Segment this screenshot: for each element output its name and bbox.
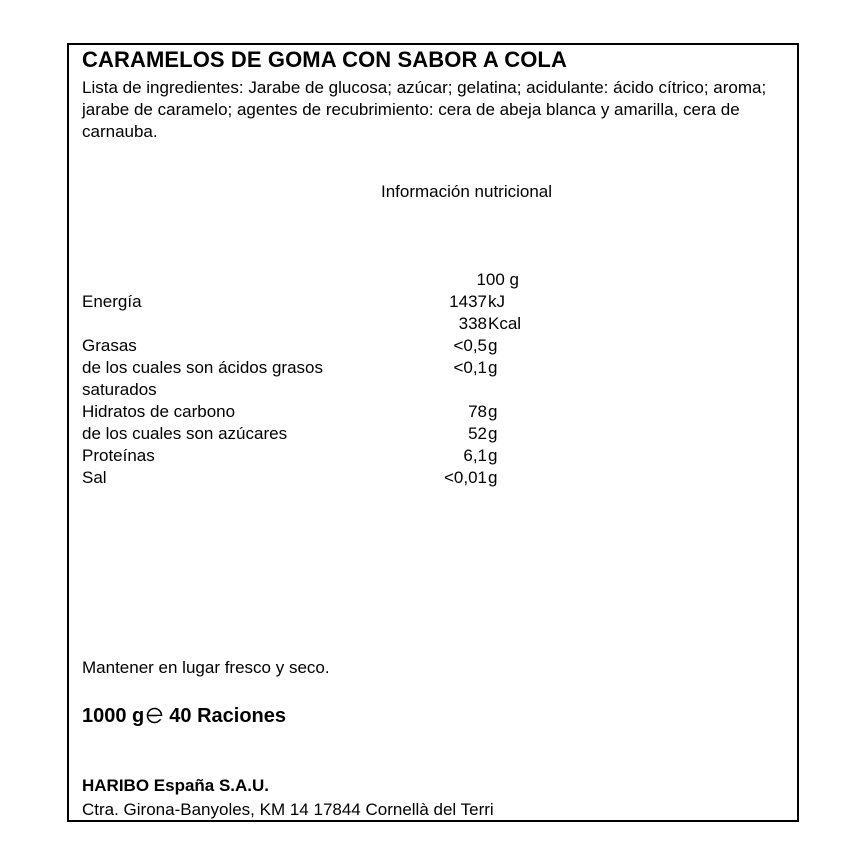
nutrient-value: <0,01 bbox=[443, 468, 487, 487]
nutrition-title: Información nutricional bbox=[381, 182, 553, 201]
product-title: CARAMELOS DE GOMA CON SABOR A COLA bbox=[82, 47, 567, 72]
nutrient-value: 6,1 bbox=[463, 446, 487, 465]
product-label bbox=[67, 43, 799, 822]
nutrient-value: <0,5 bbox=[453, 336, 487, 355]
nutrient-unit: g bbox=[488, 358, 498, 377]
company-name: HARIBO España S.A.U. bbox=[82, 776, 270, 795]
servings-count: 40 Raciones bbox=[169, 705, 286, 727]
nutrient-unit: Kcal bbox=[488, 314, 522, 333]
nutrient-unit: kJ bbox=[488, 292, 505, 311]
nutrient-unit: g bbox=[488, 468, 498, 487]
nutrient-label: Energía bbox=[82, 292, 142, 311]
nutrient-label: Sal bbox=[82, 468, 107, 487]
nutrient-unit: g bbox=[488, 446, 498, 465]
nutrient-value: 52 bbox=[468, 424, 487, 443]
net-quantity bbox=[82, 705, 286, 730]
ingredients-list: Lista de ingredientes: Jarabe de glucosa; azúcar; gelatina; acidulante: ácido cítrico; aroma; jarabe de caramelo; agentes de recubrimiento: cera de abeja blanca y amarilla, cera de carnauba. bbox=[82, 78, 767, 141]
nutrient-unit: g bbox=[488, 336, 498, 355]
nutrient-value: <0,1 bbox=[453, 358, 487, 377]
nutrient-unit: g bbox=[488, 424, 498, 443]
nutrient-label: de los cuales son azúcares bbox=[82, 424, 288, 443]
nutrient-value: 338 bbox=[458, 314, 487, 333]
company-address: Ctra. Girona-Banyoles, KM 14 17844 Cornellà del Terri bbox=[82, 800, 494, 819]
nutrient-value: 1437 bbox=[449, 292, 487, 311]
estimated-e-icon bbox=[146, 707, 163, 730]
nutrient-label: de los cuales son ácidos grasos bbox=[82, 358, 323, 377]
nutrient-value: 78 bbox=[468, 402, 487, 421]
storage-instructions: Mantener en lugar fresco y seco. bbox=[82, 658, 330, 677]
nutrient-label: saturados bbox=[82, 380, 157, 399]
per-100g-header: 100 g bbox=[476, 270, 519, 289]
nutrient-label: Hidratos de carbono bbox=[82, 402, 236, 421]
nutrient-unit: g bbox=[488, 402, 498, 421]
nutrient-label: Grasas bbox=[82, 336, 137, 355]
net-weight: 1000 g bbox=[82, 705, 145, 727]
nutrient-label: Proteínas bbox=[82, 446, 155, 465]
